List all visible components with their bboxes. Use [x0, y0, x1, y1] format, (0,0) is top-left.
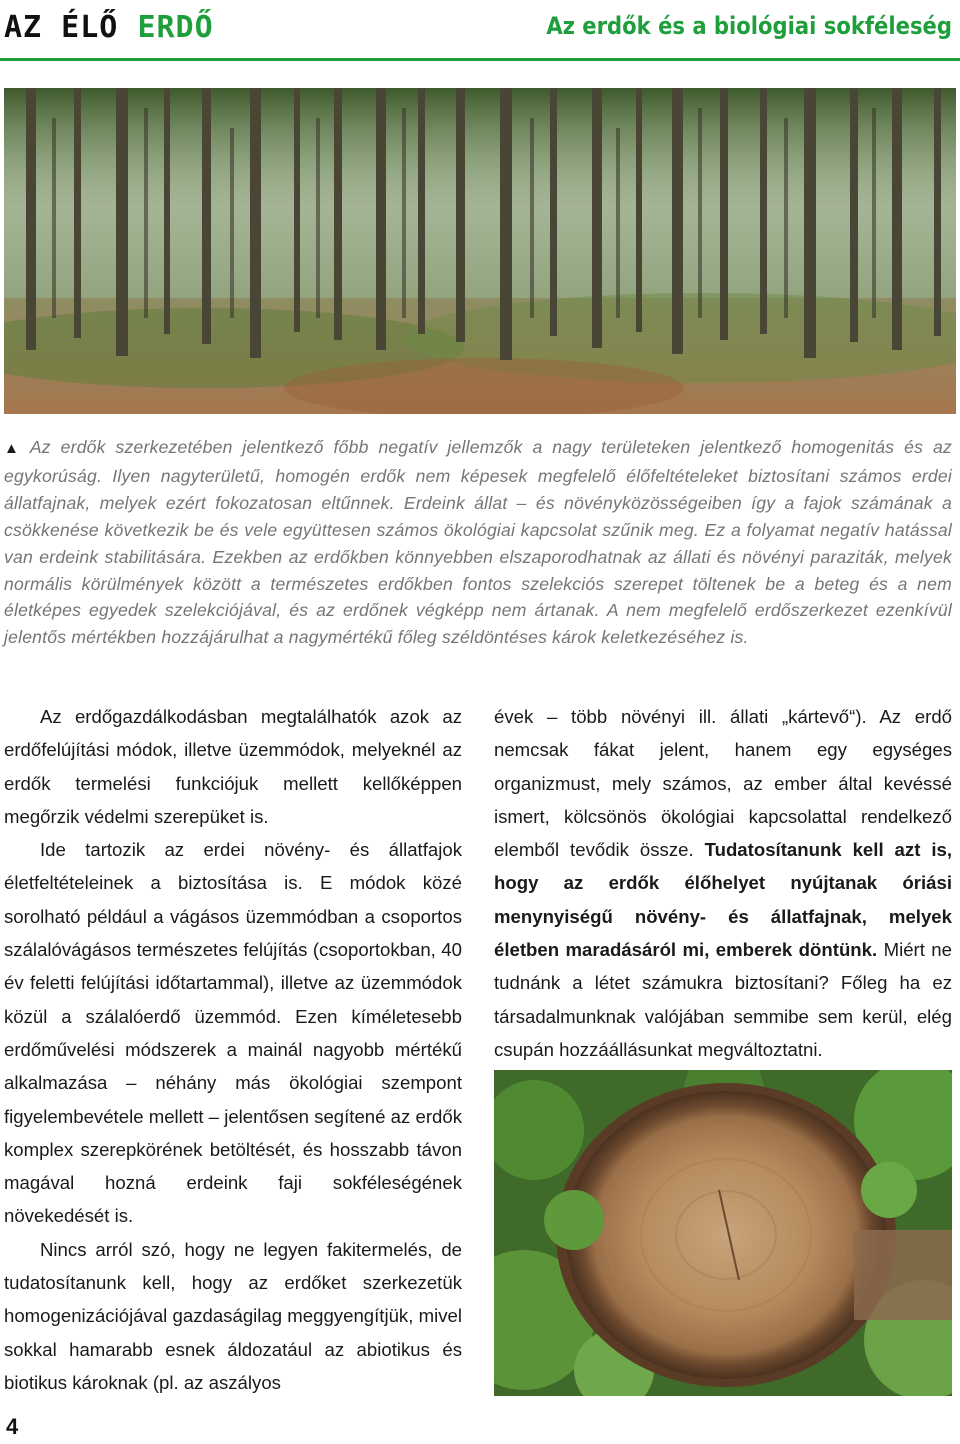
- left-paragraph-2: Ide tartozik az erdei növény- és állatfajok életfeltételeinek a biztosítása is. E módok közé sorolható például a vágásos üzemmódban a csoportos szálalóvágásos természetes felújítás (csoportokban, 40 év feletti felújítási időtartammal), illetve az üzemmódok közül a szálalóerdő üzemmód. Ezen kíméletesebb erdőművelési módszerek a mainál nagyobb mértékű alkalmazása – néhány más ökológiai szempont figyelembevétele mellett – jelentősen segítené az erdők komplex szerepkörének betöltését, és hosszabb távon magával hozná erdeink faji sokféleségének növekedését is.: [4, 839, 462, 1227]
- brand-title-part1: AZ ÉLŐ: [4, 10, 119, 45]
- left-paragraph-3: Nincs arról szó, hogy ne legyen fakitermelés, de tudatosítanunk kell, hogy az erdőket szerkezetük homogenizációjával gazdaságilag meggyengítjük, mivel sokkal hamarabb esnek áldozatául az abiotikus és biotikus károknak (pl. az aszályos: [4, 1238, 462, 1393]
- page-header: [0, 0, 960, 64]
- left-paragraph-1: Az erdőgazdálkodásban megtalálhatók azok az erdőfelújítási módok, illetve üzemmódok, melyeknél az erdők termelési funkciójuk mellett kellőképpen megőrzik védelmi szerepüket is.: [4, 706, 462, 827]
- right-column: [494, 700, 952, 1066]
- caption-triangle-icon: ▲: [4, 440, 24, 457]
- right-paragraph-bold: Tudatosítanunk kell azt is, hogy az erdők élőhelyet nyújtanak óriási menynyiségű növény- és állatfajnak, melyek életben maradásáról mi, emberek döntünk.: [494, 839, 952, 961]
- brand-title: [4, 10, 214, 45]
- right-paragraph-1: [494, 700, 952, 1066]
- tree-stump-photo: [494, 1070, 952, 1396]
- forest-photo-image: [4, 88, 956, 414]
- left-column: [4, 700, 462, 1399]
- right-paragraph-end: Miért ne tudnánk a létet számukra biztosítani? Főleg ha ez társadalmunknak valójában semmibe sem kerül, elég csupán hozzáállásunkat megváltoztatni.: [494, 939, 952, 1060]
- page-number: 4: [6, 1414, 19, 1439]
- tree-stump-photo-image: [494, 1070, 952, 1396]
- photo-caption: [4, 434, 952, 651]
- right-paragraph-start: évek – több növényi ill. állati „kártevő“). Az erdő nemcsak fákat jelent, hanem egy egységes organizmust, mely számos, az ember által kevéssé ismert, kölcsönös ökológiai kapcsolattal rendelkező elemből tevődik össze.: [494, 706, 952, 861]
- forest-photo: [4, 88, 956, 414]
- brand-title-part2: ERDŐ: [137, 10, 214, 45]
- caption-text: Az erdők szerkezetében jelentkező főbb negatív jellemzők a nagy területeken jelentkező homogenitás és az egykorúság. Ilyen nagyterületű, homogén erdők nem képesek megfelelő élőfeltételeket biztosítani számos erdei állatfajnak, melyek ezért fokozatosan eltűnnek. Erdeink állat – és növényközösségeiben így a fajok számának a csökkenése következik be és vele együttesen számos ökológiai kapcsolat szűnik meg. Ez a folyamat negatív hatással van erdeink stabilitására. Ezekben az erdőkben könnyebben elszaporodhatnak az állati és növényi paraziták, melyek normális körülmények között a természetes erdőkben fontos szelekciós szerepet töltenek be a beteg és a nem életképes egyedek szelekciójával, és az erdőnek végképp nem ártanak. A nem megfelelő erdőszerkezet ezenkívül jelentős mértékben hozzájárulhat a nagymértékű főleg széldöntéses károk keletkezéséhez is.: [4, 437, 952, 648]
- section-title: Az erdők és a biológiai sokféleség: [546, 12, 952, 40]
- header-divider: [0, 58, 960, 61]
